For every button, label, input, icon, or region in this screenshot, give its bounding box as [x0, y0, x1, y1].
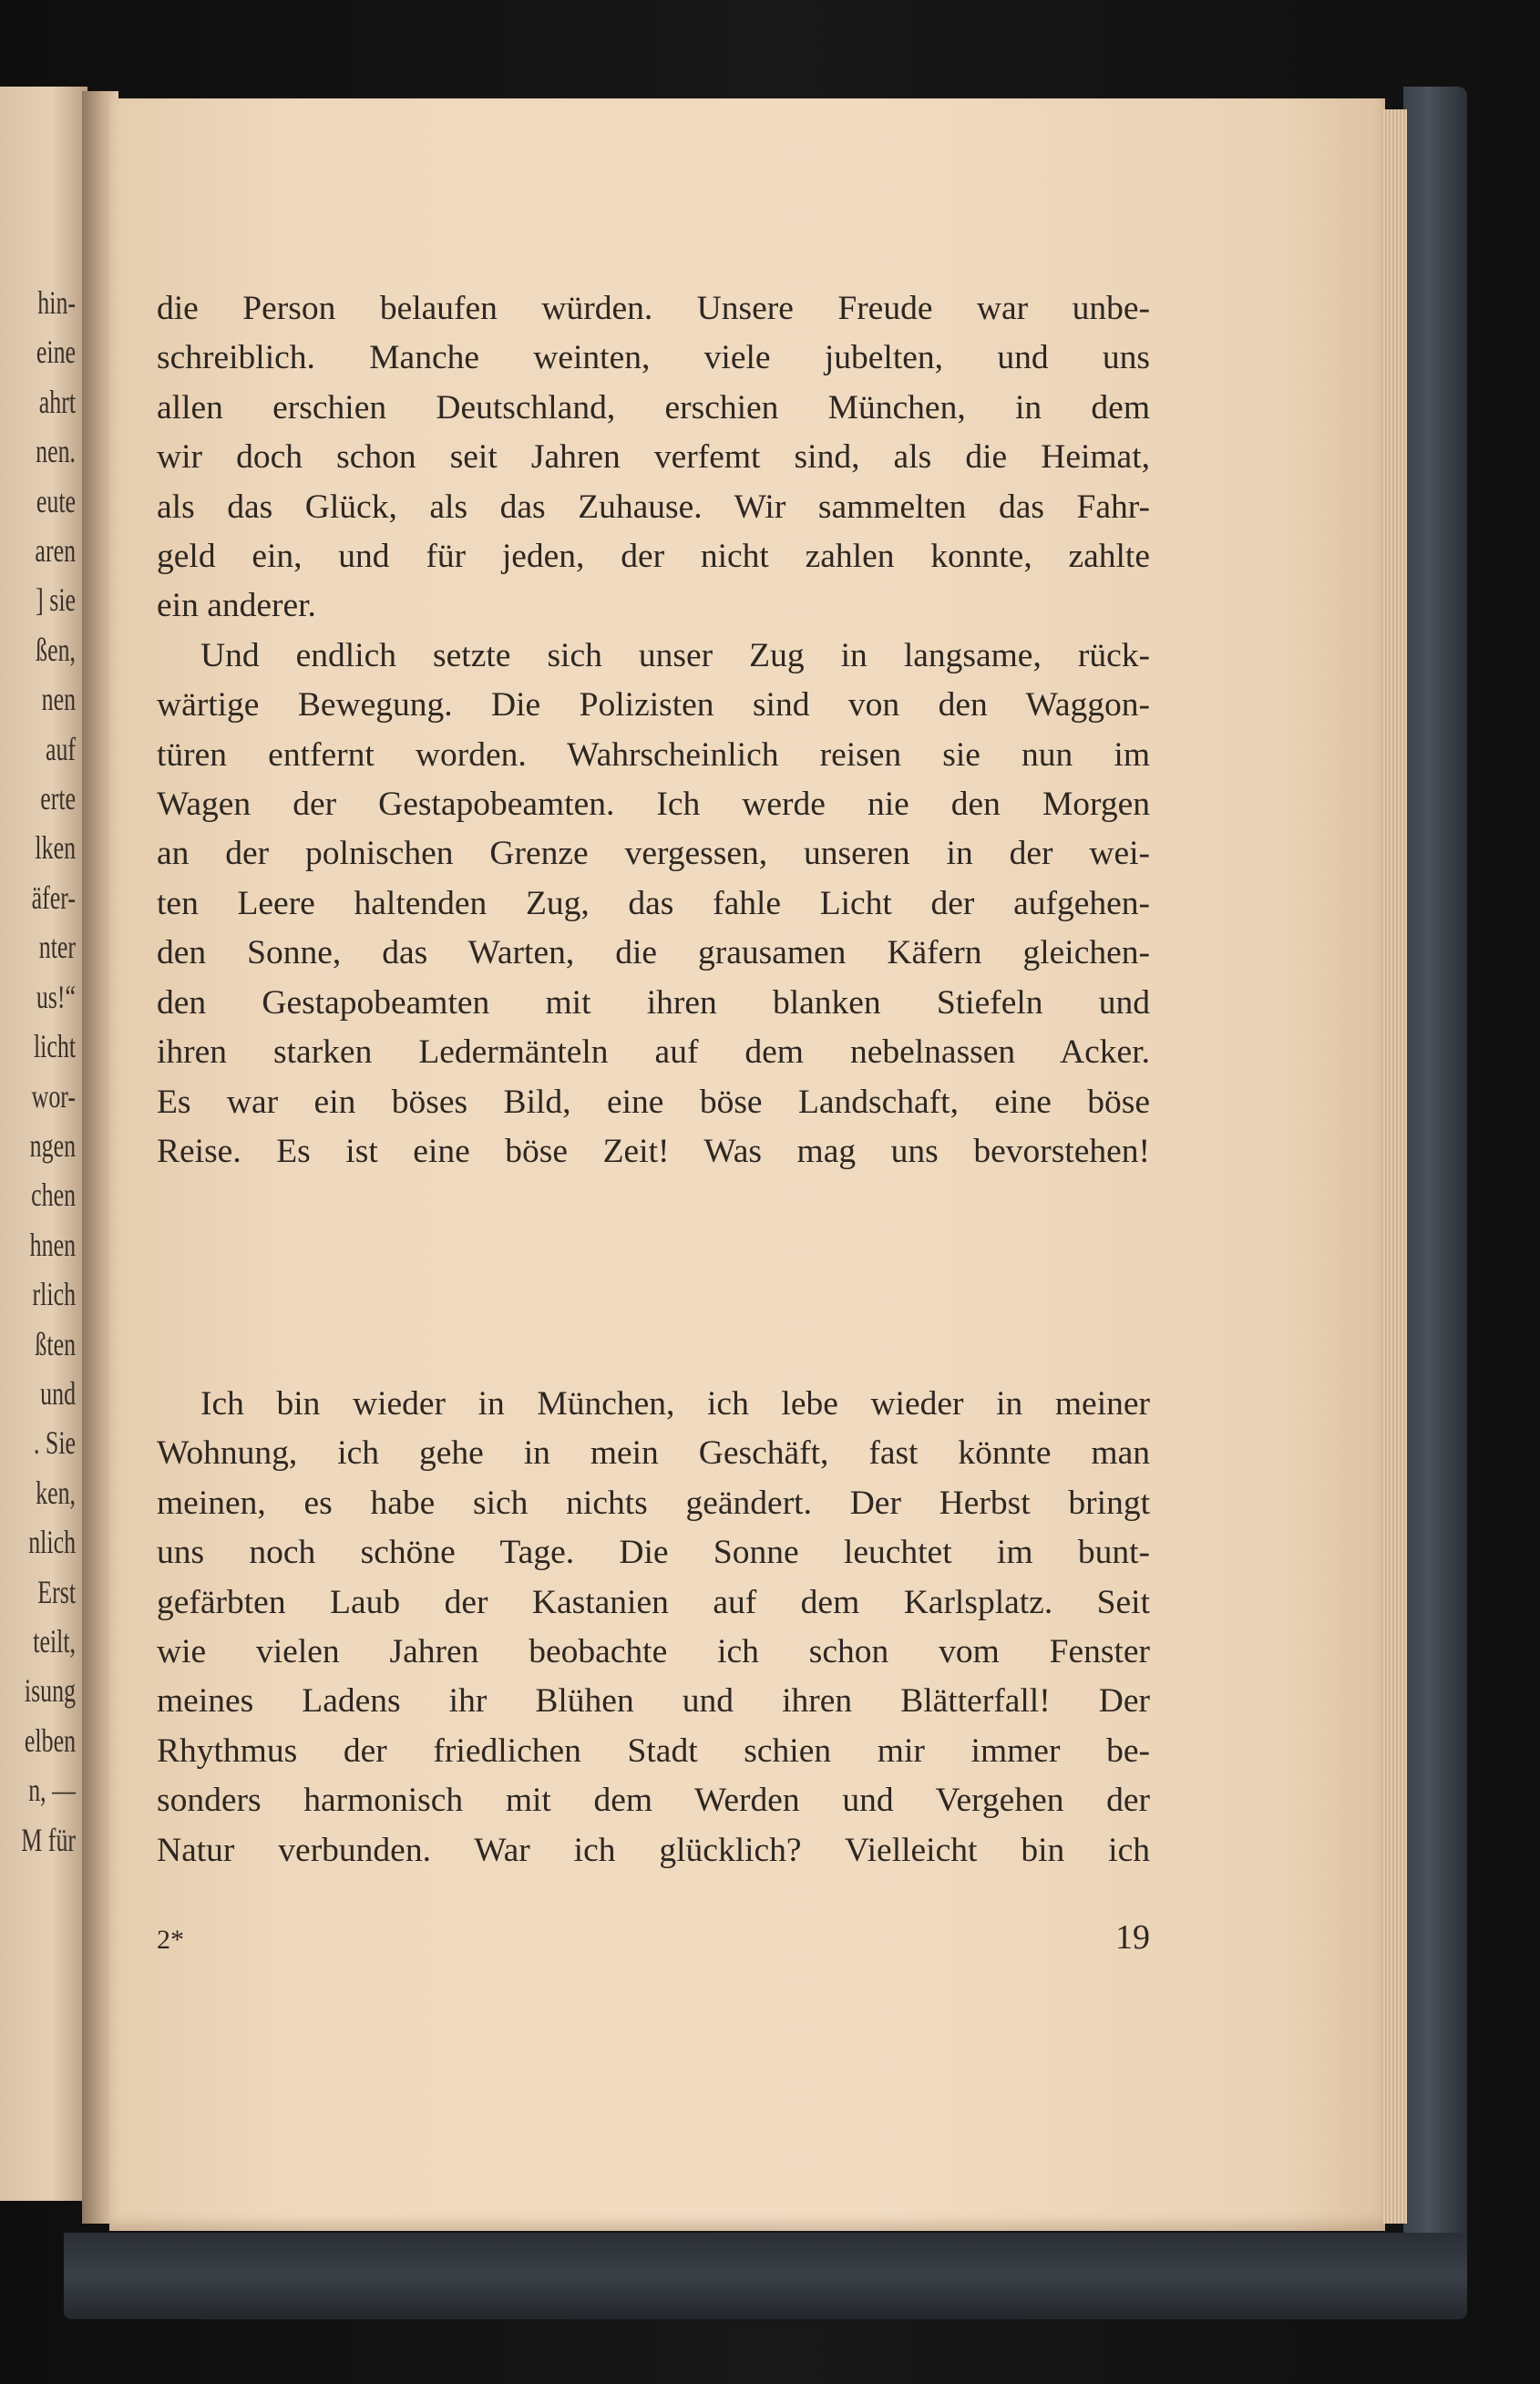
- previous-page-line-fragment: us!“: [36, 978, 77, 1015]
- text-line: schreiblich. Manche weinten, viele jubelten, und uns: [157, 339, 1150, 377]
- text-line: die Person belaufen würden. Unsere Freude war unbe-: [157, 290, 1150, 327]
- previous-page-line-fragment: ken,: [36, 1474, 77, 1511]
- previous-page-line-fragment: lken: [35, 829, 77, 867]
- text-line: Reise. Es ist eine böse Zeit! Was mag uns bevorstehen!: [157, 1132, 1150, 1170]
- text-line: allen erschien Deutschland, erschien München, in dem: [157, 388, 1150, 426]
- previous-page-line-fragment: und: [40, 1374, 77, 1412]
- signature-mark: 2*: [157, 1925, 184, 1955]
- text-line: ihren starken Ledermänteln auf dem nebelnassen Acker.: [157, 1033, 1150, 1072]
- previous-page-line-fragment: elben: [24, 1721, 77, 1759]
- previous-page-line-fragment: äfer-: [31, 879, 77, 916]
- previous-page-line-fragment: ßten: [35, 1325, 77, 1362]
- previous-page-line-fragment: . Sie: [33, 1424, 77, 1462]
- text-line: wir doch schon seit Jahren verfemt sind, als die Heimat,: [157, 438, 1150, 477]
- text-line: Es war ein böses Bild, eine böse Landschaft, eine böse: [157, 1083, 1150, 1121]
- book-cover-bottom: [64, 2233, 1467, 2319]
- previous-page-line-fragment: erte: [40, 780, 77, 817]
- text-line: uns noch schöne Tage. Die Sonne leuchtet im bunt-: [157, 1534, 1150, 1572]
- text-line: Rhythmus der friedlichen Stadt schien mir immer be-: [157, 1731, 1150, 1770]
- previous-page-line-fragment: ] sie: [36, 581, 77, 619]
- text-line: meinen, es habe sich nichts geändert. Der Herbst bringt: [157, 1484, 1150, 1522]
- lower-text-block: [157, 1380, 1150, 1875]
- text-line: Und endlich setzte sich unser Zug in langsame, rück-: [200, 636, 1150, 674]
- previous-page-line-fragment: nlich: [28, 1524, 77, 1561]
- previous-page-line-fragment: nen.: [36, 433, 77, 470]
- text-line: sonders harmonisch mit dem Werden und Vergehen der: [157, 1782, 1150, 1820]
- previous-page-line-fragment: eute: [36, 482, 77, 519]
- previous-page-line-fragment: Erst: [37, 1573, 77, 1610]
- text-line: den Gestapobeamten mit ihren blanken Stiefeln und: [157, 983, 1150, 1022]
- previous-page-line-fragment: chen: [31, 1177, 77, 1214]
- previous-page-line-fragment: ahrt: [38, 383, 77, 420]
- text-line: Wagen der Gestapobeamten. Ich werde nie den Morgen: [157, 786, 1150, 824]
- text-line: an der polnischen Grenze vergessen, unseren in der wei-: [157, 835, 1150, 873]
- previous-page-line-fragment: hin-: [37, 284, 77, 321]
- new-section-paragraph: [157, 1380, 1150, 1875]
- previous-page-line-fragment: rlich: [32, 1276, 77, 1313]
- previous-page-line-fragment: hnen: [29, 1226, 77, 1263]
- previous-page-sliver: [0, 87, 87, 2201]
- previous-page-line-fragment: auf: [45, 730, 77, 767]
- previous-page-fragments: [0, 278, 87, 1865]
- text-line: ten Leere haltenden Zug, das fahle Licht der aufgehen-: [157, 884, 1150, 922]
- text-line: den Sonne, das Warten, die grausamen Käfern gleichen-: [157, 934, 1150, 972]
- previous-page-line-fragment: teilt,: [33, 1622, 77, 1660]
- page-stack-edge: [1383, 109, 1407, 2224]
- previous-page-line-fragment: aren: [35, 532, 77, 570]
- previous-page-line-fragment: M für: [21, 1821, 77, 1858]
- previous-page-line-fragment: isung: [24, 1672, 77, 1710]
- text-line: wärtige Bewegung. Die Polizisten sind von den Waggon-: [157, 686, 1150, 724]
- previous-page-line-fragment: n, —: [28, 1772, 77, 1809]
- text-line: geld ein, und für jeden, der nicht zahlen konnte, zahlte: [157, 538, 1150, 576]
- text-line: gefärbten Laub der Kastanien auf dem Karlsplatz. Seit: [157, 1583, 1150, 1621]
- text-line: meines Ladens ihr Blühen und ihren Blätterfall! Der: [157, 1682, 1150, 1721]
- text-line: Wohnung, ich gehe in mein Geschäft, fast könnte man: [157, 1434, 1150, 1473]
- previous-page-line-fragment: ngen: [29, 1126, 77, 1164]
- previous-page-line-fragment: nter: [38, 929, 77, 966]
- text-line: als das Glück, als das Zuhause. Wir sammelten das Fahr-: [157, 488, 1150, 526]
- previous-page-line-fragment: wor-: [31, 1077, 77, 1115]
- text-line: Natur verbunden. War ich glücklich? Vielleicht bin ich: [157, 1831, 1150, 1869]
- previous-page-line-fragment: nen: [41, 681, 77, 718]
- previous-page-line-fragment: licht: [33, 1028, 77, 1065]
- previous-page-line-fragment: eine: [36, 334, 77, 371]
- paragraph: [157, 632, 1150, 1177]
- page-number: 19: [1115, 1918, 1150, 1957]
- text-line: Ich bin wieder in München, ich lebe wieder in meiner: [200, 1385, 1150, 1423]
- text-line: ein anderer.: [157, 587, 316, 625]
- previous-page-line-fragment: ßen,: [36, 631, 77, 668]
- paragraph-continuation: [157, 284, 1150, 632]
- text-line: türen entfernt worden. Wahrscheinlich reisen sie nun im: [157, 735, 1150, 774]
- upper-text-block: [157, 284, 1150, 1177]
- book-cover-edge: [1403, 87, 1467, 2310]
- text-line: wie vielen Jahren beobachte ich schon vom Fenster: [157, 1633, 1150, 1671]
